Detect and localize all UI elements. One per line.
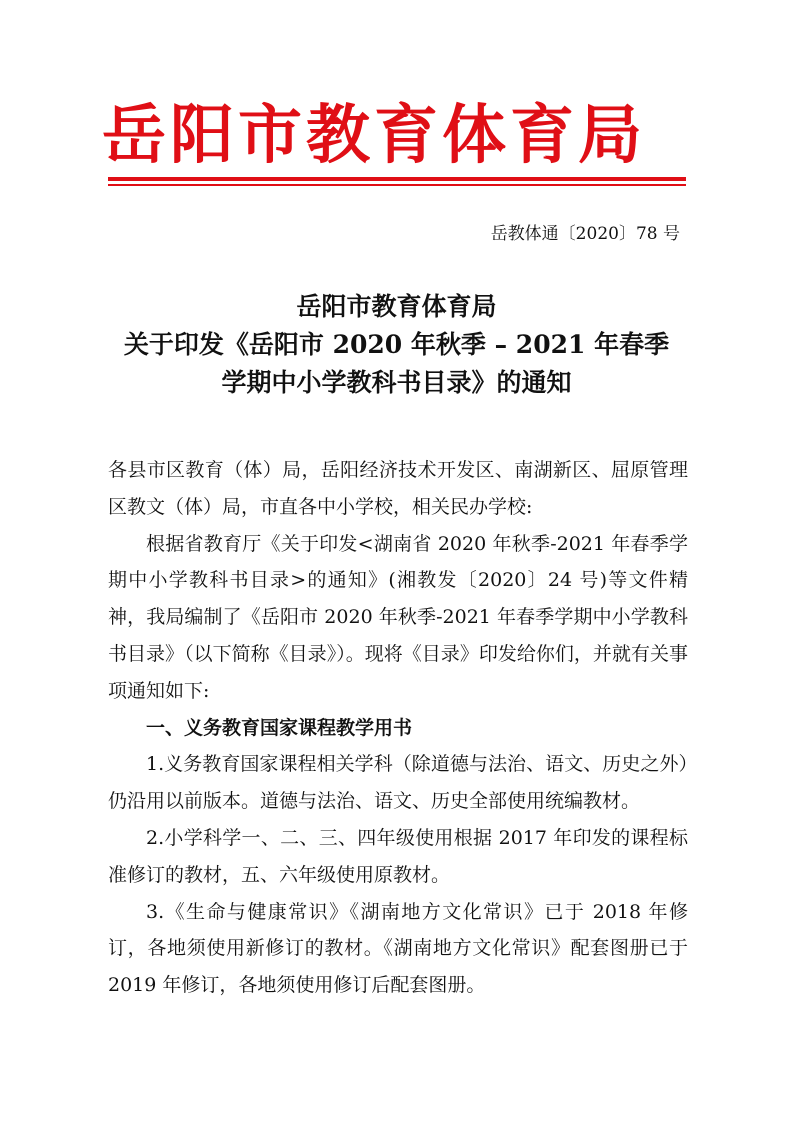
recipients-paragraph: 各县市区教育（体）局，岳阳经济技术开发区、南湖新区、屈原管理区教文（体）局，市直各中小学校，相关民办学校: <box>108 459 688 518</box>
letterhead-rule-thick <box>108 177 686 181</box>
document-heading <box>60 288 733 402</box>
document-body <box>108 452 688 1004</box>
letterhead-rule-thin <box>108 184 686 186</box>
list-item-2: 2.小学科学一、二、三、四年级使用根据 2017 年印发的课程标准修订的教材，五、六年级使用原教材。 <box>108 826 688 886</box>
letterhead-title: 岳阳市教育体育局 <box>102 99 646 173</box>
list-item-1: 1.义务教育国家课程相关学科（除道德与法治、语文、历史之外）仍沿用以前版本。道德与法治、语文、历史全部使用统编教材。 <box>108 753 688 813</box>
heading-line-3: 学期中小学教科书目录》的通知 <box>221 368 572 397</box>
list-item-3: 3.《生命与健康常识》《湖南地方文化常识》已于 2018 年修订，各地须使用新修订的教材。《湖南地方文化常识》配套图册已于 2019 年修订，各地须使用修订后配套图册。 <box>108 900 688 997</box>
section-heading-1: 一、义务教育国家课程教学用书 <box>146 716 413 739</box>
intro-paragraph: 根据省教育厅《关于印发<湖南省 2020 年秋季-2021 年春季学期中小学教科书目录>的通知》(湘教发〔2020〕24 号)等文件精神，我局编制了《岳阳市 2020 年秋季-2021 年春季学期中小学教科书目录》（以下简称《目录》）。现将《目录》印发给你们，并就有关事项通知如下: <box>108 532 688 702</box>
document-number: 岳教体通〔2020〕78 号 <box>490 224 680 244</box>
heading-line-1: 岳阳市教育体育局 <box>296 292 497 321</box>
heading-line-2: 关于印发《岳阳市 2020 年秋季 – 2021 年春季 <box>123 330 670 359</box>
